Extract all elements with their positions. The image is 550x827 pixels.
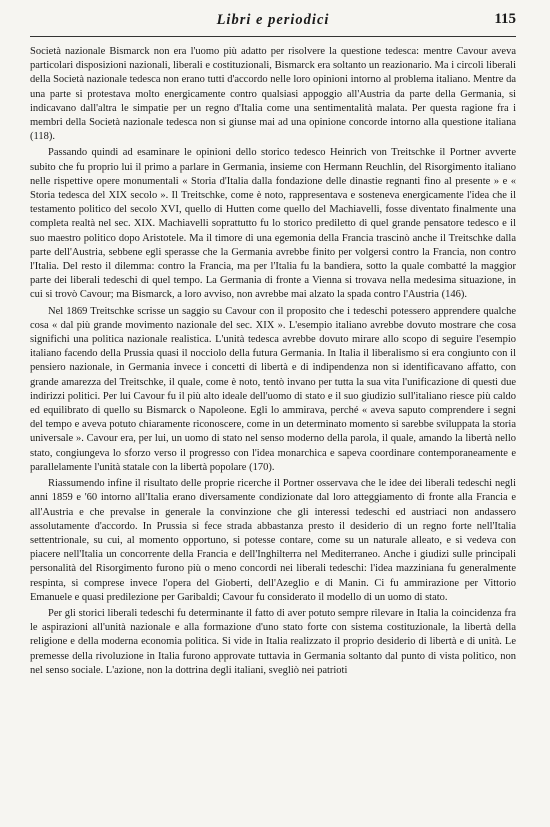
paragraph-1: Società nazionale Bismarck non era l'uomo più adatto per risolvere la questione tedesca: mentre Cavour aveva particolari disposizioni nazionali, liberali e costituzionali, Bismarck era soltanto un reazionario. Ma i circoli liberali della Società nazionale tedesca non erano tutti d'accordo nelle loro opinioni intorno al problema italiano. Mentre da una parte si protestava molto energicamente contro qualsiasi appoggio all'Austria da parte della Germania, si indicavano dall'altra le simpatie per un regno d'Italia come una sentimentalità malata. Per questa ragione fra i membri della Società nazionale tedesca non si giunse mai ad una opinione concorde intorno alla questione italiana (118). bbox=[30, 46, 516, 143]
paragraph-4: Riassumendo infine il risultato delle proprie ricerche il Portner osservava che le idee dei liberali tedeschi negli anni 1859 e '60 intorno all'Italia erano diversamente condizionate dal loro atteggiamento di fronte alla Francia e all'Austria e che prevalse in generale la convinzione che gli interessi tedeschi ed austriaci non andassero assolutamente d'accordo. In Prussia si fece strada abbastanza presto il desiderio di un regno forte nell'Italia settentrionale, su cui, al momento opportuno, si potesse contare, come su un naturale alleato, e si vedeva con piacere nell'Italia un concorrente della Francia e dell'Inghilterra nel Mediterraneo. Anche i giudizi sulle principali personalità del Risorgimento furono più o meno concordi nei liberali tedeschi: l'idea mazziniana fu generalmente respinta, si comprese invece l'opera del Gioberti, dell'Azeglio e di Manin. Ci fu ammirazione per Vittorio Emanuele e quasi predilezione per Garibaldi; Cavour fu considerato il modello di un uomo di stato. bbox=[30, 478, 516, 603]
paragraph-3: Nel 1869 Treitschke scrisse un saggio su Cavour con il proposito che i tedeschi potessero apprendere qualche cosa « dal più grande movimento nazionale del sec. XIX ». L'esempio italiano avrebbe dovuto mostrare che cosa significhi una politica nazionale realistica. L'unità tedesca avrebbe dovuto mirare allo scopo di seguire l'esempio italiano facendo della Prussia quasi il nocciolo della futura Germania. In Italia il liberalismo si era congiunto con il pensiero nazionale, in Germania invece i concetti di libertà e di indipendenza non si identificavano affatto, con grande amarezza del Treitschke, il quale, come è noto, tentò invano per tutta la sua vita l'unificazione di questi due indirizzi politici. Per lui Cavour fu il più alto ideale dell'uomo di stato e il suo giudizio sull'italiano riesce più caldo ed equilibrato di quello su Bismarck o Napoleone. Egli lo ammirava, perché « aveva saputo comprendere i segni del tempo e aveva potuto chiaramente riconoscere, come in un determinato momento si sarebbe sviluppata la storia universale ». Cavour era, per lui, un uomo di stato nel senso moderno della parola, il quale, amando la libertà nello stato, congiungeva lo sforzo verso il progresso con l'idea monarchica e sapeva coordinare contemporaneamente e parallelamente l'unità statale con la libertà popolare (170). bbox=[30, 305, 516, 473]
paragraph-5: Per gli storici liberali tedeschi fu determinante il fatto di aver potuto sempre rilevare in Italia la coincidenza fra le aspirazioni all'unità nazionale e alla formazione d'uno stato forte con sistema costituzionale, la libertà della religione e della moderna economia politica. Si vide in Italia realizzato il proprio desiderio di libertà e di unità. Le premesse della rivoluzione in Italia furono approvate tuttavia in Germania soltanto dal punto di vista politico, non nel senso sociale. L'azione, non la dottrina degli italiani, svegliò nei patrioti bbox=[30, 607, 516, 676]
paragraph-2: Passando quindi ad esaminare le opinioni dello storico tedesco Heinrich von Treitschke il Portner avverte subito che fu proprio lui il primo a parlare in Germania, insieme con Hermann Reuchlin, del Risorgimento italiano nelle rispettive opere monumentali « Storia d'Italia dalla fondazione delle dinastie regnanti fino al presente » e « Storia tedesca del XIX secolo ». Il Treitschke, come è noto, rappresentava e sosteneva energicamente l'idea che il testamento politico del secolo XVI, quello di Hutten come quello del Machiavelli, fosse diventato finalmente una completa realtà nel sec. XIX. Machiavelli soprattutto fu lo storico prediletto di quel grande pensatore tedesco e il suo maestro politico dopo Aristotele. Ma il timore di una egemonia della Francia trascinò anche il Treitschke dalla parte dell'Austria, sebbene egli sperasse che la Germania avrebbe finito per volgersi contro la Francia, non contro l'Italia. Del resto il dilemma: contro la Francia, ma per l'Italia fu la bandiera, sotto la quale combatté la maggior parte dei liberali tedeschi di quel tempo. La Germania di fronte a Vienna si trovava nella medesima situazione, in cui si trovò Cavour; ma Bismarck, a loro avviso, non avrebbe mai alzato la spada contro l'Austria (146). bbox=[30, 147, 516, 301]
running-title: Libri e periodici bbox=[216, 12, 330, 28]
page-number: 115 bbox=[494, 11, 516, 27]
header-rule bbox=[30, 36, 516, 37]
running-header bbox=[30, 8, 516, 34]
body-text bbox=[30, 45, 516, 680]
